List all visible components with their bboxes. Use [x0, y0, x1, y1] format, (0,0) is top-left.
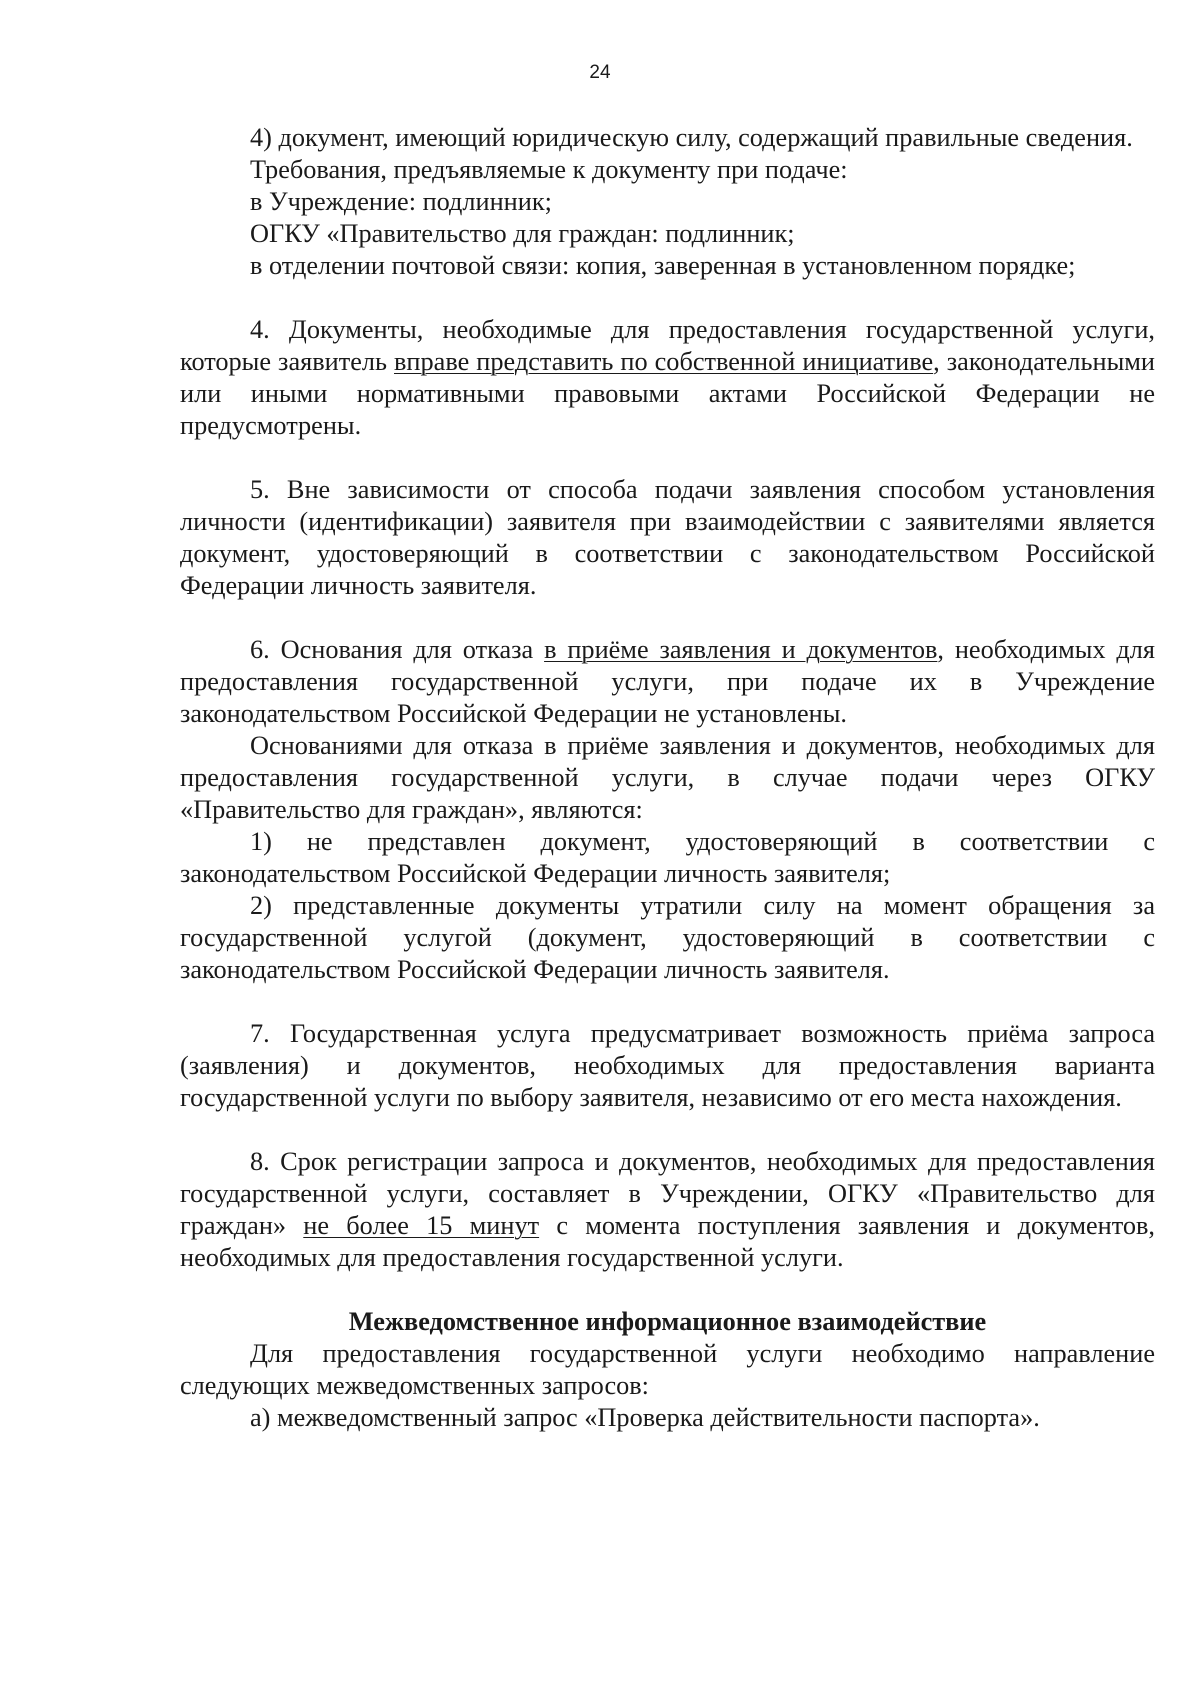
spacer: [180, 986, 1155, 1018]
section-6-ground-1: 1) не представлен документ, удостоверяющий в соответствии с законодательством Российской Федерации личность заявителя;: [180, 827, 1155, 888]
section-8-text-end: с момента поступления заявления и документов, необходимых для предоставления государственной услуги.: [180, 1211, 1155, 1272]
section-4-text-end: , законодательными или иными нормативными правовыми актами Российской Федерации не предусмотрены.: [180, 347, 1155, 440]
section-4-text-start: 4. Документы, необходимые для предоставления государственной услуги, которые заявитель: [180, 315, 1155, 376]
requirement-ogku: ОГКУ «Правительство для граждан: подлинник;: [250, 219, 795, 248]
interagency-item-a: а) межведомственный запрос «Проверка действительности паспорта».: [250, 1403, 1040, 1432]
item-4-paragraph: 4) документ, имеющий юридическую силу, содержащий правильные сведения.: [250, 123, 1133, 152]
section-4-paragraph: [180, 314, 1155, 442]
spacer: [180, 1114, 1155, 1146]
section-4-underlined: вправе представить по собственной инициативе: [394, 347, 934, 376]
section-6-text-end: , необходимых для предоставления государственной услуги, при подаче их в Учреждение законодательством Российской Федерации не установлены.: [180, 635, 1156, 728]
section-7-paragraph: 7. Государственная услуга предусматривает возможность приёма запроса (заявления) и документов, необходимых для предоставления варианта государственной услуги по выбору заявителя, независимо от его места нахождения.: [180, 1019, 1155, 1112]
interagency-heading: Межведомственное информационное взаимодействие: [348, 1307, 987, 1336]
spacer: [180, 1274, 1155, 1306]
requirement-post: в отделении почтовой связи: копия, заверенная в установленном порядке;: [250, 251, 1076, 280]
section-8-underlined: не более 15 минут: [303, 1211, 540, 1240]
page-number: 24: [589, 62, 611, 83]
interagency-intro: Для предоставления государственной услуги необходимо направление следующих межведомственных запросов:: [180, 1339, 1155, 1400]
section-6-underlined: в приёме заявления и документов: [544, 635, 938, 664]
requirement-institution: в Учреждение: подлинник;: [250, 187, 552, 216]
section-8-text-start: 8. Срок регистрации запроса и документов, необходимых для предоставления государственной услуги, составляет в Учреждении, ОГКУ «Правительство для граждан»: [180, 1147, 1155, 1240]
section-6-paragraph: [180, 634, 1155, 730]
spacer: [180, 442, 1155, 474]
section-6-ground-2: 2) представленные документы утратили силу на момент обращения за государственной услугой (документ, удостоверяющий в соответствии с законодательством Российской Федерации личность заявителя.: [180, 891, 1155, 984]
spacer: [180, 602, 1155, 634]
document-body: [180, 122, 1155, 1434]
spacer: [180, 282, 1155, 314]
section-6-text-start: 6. Основания для отказа: [250, 635, 545, 664]
section-5-paragraph: 5. Вне зависимости от способа подачи заявления способом установления личности (идентификации) заявителя при взаимодействии с заявителями является документ, удостоверяющий в соответствии с законодательством Российской Федерации личность заявителя.: [180, 475, 1155, 600]
section-8-paragraph: [180, 1146, 1155, 1274]
requirements-title: Требования, предъявляемые к документу при подаче:: [250, 155, 848, 184]
section-6-grounds-intro: Основаниями для отказа в приёме заявления и документов, необходимых для предоставления государственной услуги, в случае подачи через ОГКУ «Правительство для граждан», являются:: [180, 731, 1155, 824]
